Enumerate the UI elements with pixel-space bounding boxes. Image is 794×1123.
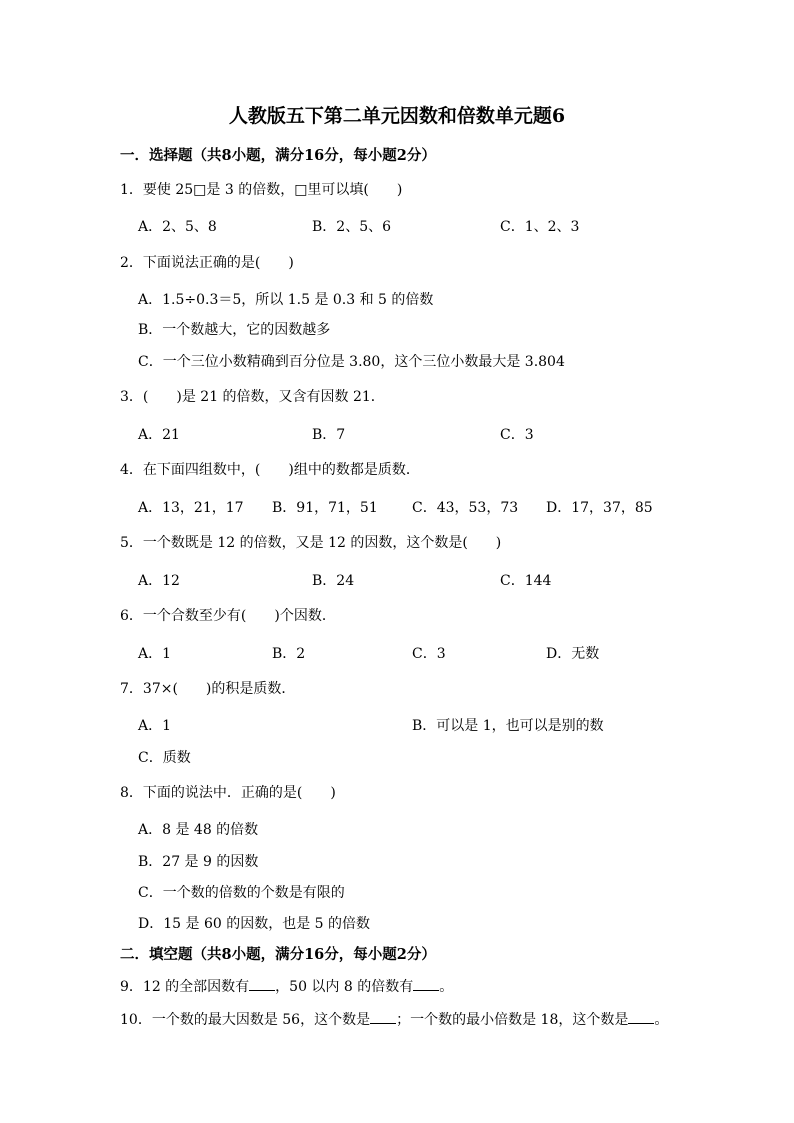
q8-option-d: D．15 是 60 的因数，也是 5 的倍数 xyxy=(138,916,371,932)
page-title: 人教版五下第二单元因数和倍数单元题6 xyxy=(228,105,566,127)
question-1: 1．要使 25□是 3 的倍数，□里可以填( ) xyxy=(120,182,403,198)
q10-text-2: ；一个数的最小倍数是 18，这个数是 xyxy=(396,1012,629,1028)
q2-option-c: C．一个三位小数精确到百分位是 3.80，这个三位小数最大是 3.804 xyxy=(138,354,565,370)
question-5: 5．一个数既是 12 的倍数，又是 12 的因数，这个数是( ) xyxy=(120,535,502,551)
q6-option-a: A．1 xyxy=(138,646,172,662)
answer-blank[interactable] xyxy=(413,978,439,991)
q7-option-a: A．1 xyxy=(138,718,172,734)
q6-option-b: B．2 xyxy=(272,646,306,662)
question-6: 6．一个合数至少有( )个因数． xyxy=(120,608,336,624)
q4-option-b: B．91，71，51 xyxy=(272,500,378,516)
q5-option-a: A．12 xyxy=(138,573,180,589)
q7-option-b: B．可以是 1，也可以是别的数 xyxy=(412,718,604,734)
section-2-heading: 二．填空题（共8小题，满分16分，每小题2分） xyxy=(120,946,436,963)
q8-option-c: C．一个数的倍数的个数是有限的 xyxy=(138,885,345,901)
q1-option-b: B．2、5、6 xyxy=(312,219,392,235)
answer-blank[interactable] xyxy=(249,978,275,991)
q5-option-c: C．144 xyxy=(500,573,552,589)
q3-option-b: B．7 xyxy=(312,427,346,443)
q1-option-c: C．1、2、3 xyxy=(500,219,580,235)
question-3: 3．( )是 21 的倍数，又含有因数 21． xyxy=(120,389,385,405)
q9-text-2: ，50 以内 8 的倍数有 xyxy=(275,979,414,995)
q7-option-c: C．质数 xyxy=(138,750,191,766)
q9-text-3: 。 xyxy=(439,979,454,995)
q3-option-c: C．3 xyxy=(500,427,534,443)
q8-option-b: B．27 是 9 的因数 xyxy=(138,854,259,870)
q4-option-a: A．13，21，17 xyxy=(138,500,244,516)
q5-option-b: B．24 xyxy=(312,573,355,589)
q2-option-b: B．一个数越大，它的因数越多 xyxy=(138,322,331,338)
q1-option-a: A．2、5、8 xyxy=(138,219,217,235)
question-8: 8．下面的说法中．正确的是( ) xyxy=(120,785,336,801)
question-9 xyxy=(120,977,453,997)
q2-option-a: A．1.5÷0.3＝5，所以 1.5 是 0.3 和 5 的倍数 xyxy=(138,292,434,308)
question-4: 4．在下面四组数中，( )组中的数都是质数． xyxy=(120,462,420,478)
q4-option-c: C．43，53，73 xyxy=(412,500,519,516)
q10-text-1: 10．一个数的最大因数是 56，这个数是 xyxy=(120,1012,371,1028)
q4-option-d: D．17，37，85 xyxy=(546,500,653,516)
q6-option-c: C．3 xyxy=(412,646,446,662)
question-7: 7．37×( )的积是质数． xyxy=(120,681,296,697)
question-2: 2．下面说法正确的是( ) xyxy=(120,255,294,271)
q3-option-a: A．21 xyxy=(138,427,180,443)
q10-text-3: 。 xyxy=(654,1012,669,1028)
answer-blank[interactable] xyxy=(370,1011,396,1024)
section-1-heading: 一．选择题（共8小题，满分16分，每小题2分） xyxy=(120,147,436,164)
q6-option-d: D．无数 xyxy=(546,646,600,662)
q9-text-1: 9．12 的全部因数有 xyxy=(120,979,250,995)
q8-option-a: A．8 是 48 的倍数 xyxy=(138,822,259,838)
answer-blank[interactable] xyxy=(628,1011,654,1024)
question-10 xyxy=(120,1010,668,1030)
